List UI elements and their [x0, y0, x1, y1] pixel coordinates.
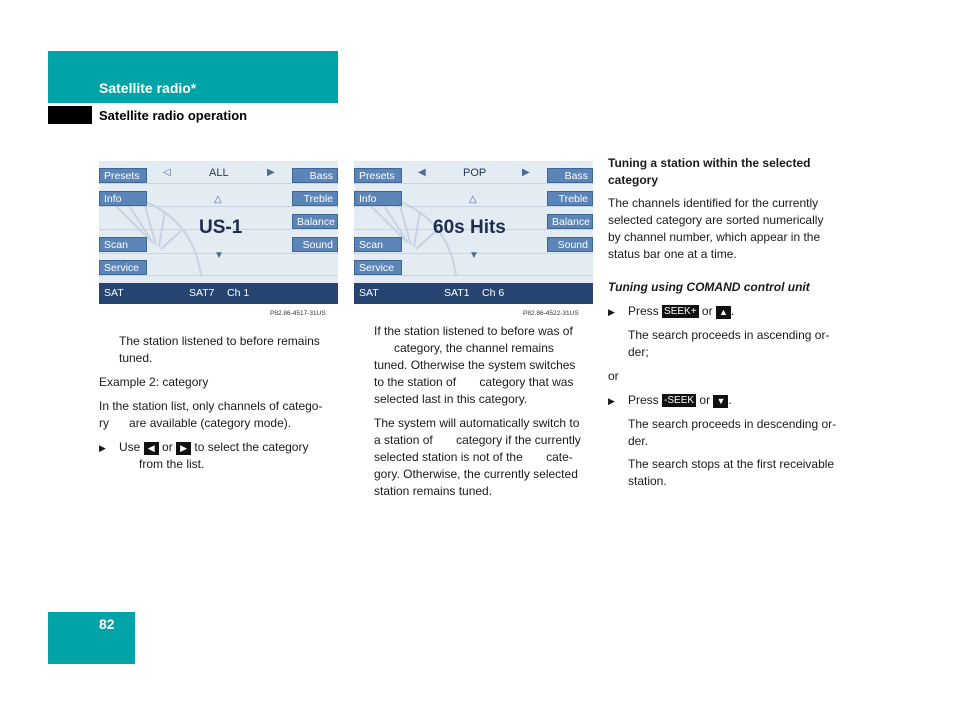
result-ascending: The search proceeds in ascending or- der; — [628, 328, 830, 359]
example-heading: Example 2: category — [99, 375, 209, 389]
service-button[interactable]: Service — [354, 260, 402, 275]
section-title: Satellite radio* — [99, 80, 197, 96]
channel-label: Ch 1 — [227, 287, 250, 299]
paragraph-auto-switch: The system will automatically switch to a station of category if the currently selected station is not of the cate- gory. Otherwise, the currently selected station remains tuned. — [374, 416, 581, 498]
page-number: 82 — [99, 616, 115, 632]
treble-button[interactable]: Treble — [292, 191, 338, 206]
right-key-icon: ▶ — [176, 442, 191, 455]
seek-minus-key-icon: -SEEK — [664, 395, 695, 406]
seek-plus-key-icon: SEEK+ — [664, 306, 697, 317]
bass-button[interactable]: Bass — [292, 168, 338, 183]
sound-button[interactable]: Sound — [547, 237, 593, 252]
paragraph-category-mode: In the station list, only channels of catego- ry are available (category mode). — [99, 399, 323, 430]
status-bar — [99, 283, 338, 304]
or-separator: or — [608, 369, 619, 383]
station-name: US-1 — [199, 217, 243, 238]
down-key-icon: ▼ — [713, 395, 728, 408]
scan-button[interactable]: Scan — [99, 237, 147, 252]
presets-button[interactable]: Presets — [99, 168, 147, 183]
heading-tuning-category: Tuning a station within the selected category — [608, 156, 811, 187]
paragraph-station-remains: The station listened to before remains tuned. — [119, 334, 320, 365]
result-descending: The search proceeds in descending or- der. — [628, 417, 837, 448]
balance-button[interactable]: Balance — [292, 214, 338, 229]
instruction-select-category: Use ◀ or ▶ to select the category from the list. — [119, 440, 309, 471]
bullet-icon: ▶ — [608, 307, 615, 317]
station-name: 60s Hits — [433, 217, 506, 238]
page-number-box — [48, 612, 135, 664]
status-bar — [354, 283, 593, 304]
arrow-right-icon[interactable]: ▶ — [267, 167, 275, 178]
up-arrow-icon[interactable]: △ — [214, 194, 222, 205]
service-button[interactable]: Service — [99, 260, 147, 275]
treble-button[interactable]: Treble — [547, 191, 593, 206]
paragraph-previous-station: If the station listened to before was of category, the channel remains tuned. Otherwise the system switches to the station of category that was selected last in this category. — [374, 324, 576, 406]
left-key-icon: ◀ — [144, 442, 159, 455]
subheading-comand: Tuning using COMAND control unit — [608, 280, 810, 294]
channel-label: Ch 6 — [482, 287, 505, 299]
arrow-left-icon[interactable]: ◀ — [418, 167, 426, 178]
category-label: POP — [463, 167, 487, 179]
sound-button[interactable]: Sound — [292, 237, 338, 252]
instruction-seek-up: Press SEEK+ or ▲ . — [628, 304, 735, 318]
scan-button[interactable]: Scan — [354, 237, 402, 252]
band-label: SAT — [104, 287, 124, 299]
bullet-icon: ▶ — [99, 443, 106, 453]
up-arrow-icon[interactable]: △ — [469, 194, 477, 205]
figure-id: P82.86-4517-31US — [270, 310, 326, 317]
arrow-left-icon[interactable]: ◁ — [163, 167, 171, 178]
bullet-icon: ▶ — [608, 396, 615, 406]
radio-display-2 — [354, 161, 593, 304]
paragraph-channels-sorted: The channels identified for the currently selected category are sorted numerically by channel number, which appear in the status bar one at a time. — [608, 196, 824, 261]
satellite-label: SAT7 — [189, 287, 215, 299]
paragraph-search-stops: The search stops at the first receivable station. — [628, 457, 835, 488]
info-button[interactable]: Info — [99, 191, 147, 206]
figure-id: P82.86-4522-31US — [523, 310, 579, 317]
satellite-label: SAT1 — [444, 287, 470, 299]
subsection-title: Satellite radio operation — [99, 108, 248, 123]
up-key-icon: ▲ — [716, 306, 731, 319]
info-button[interactable]: Info — [354, 191, 402, 206]
balance-button[interactable]: Balance — [547, 214, 593, 229]
bass-button[interactable]: Bass — [547, 168, 593, 183]
arrow-right-icon[interactable]: ▶ — [522, 167, 530, 178]
band-label: SAT — [359, 287, 379, 299]
category-label: ALL — [209, 167, 229, 179]
down-arrow-icon[interactable]: ▼ — [214, 250, 224, 261]
instruction-seek-down: Press -SEEK or ▼ . — [628, 393, 732, 407]
presets-button[interactable]: Presets — [354, 168, 402, 183]
radio-display-1 — [99, 161, 338, 304]
down-arrow-icon[interactable]: ▼ — [469, 250, 479, 261]
section-marker — [48, 106, 92, 124]
